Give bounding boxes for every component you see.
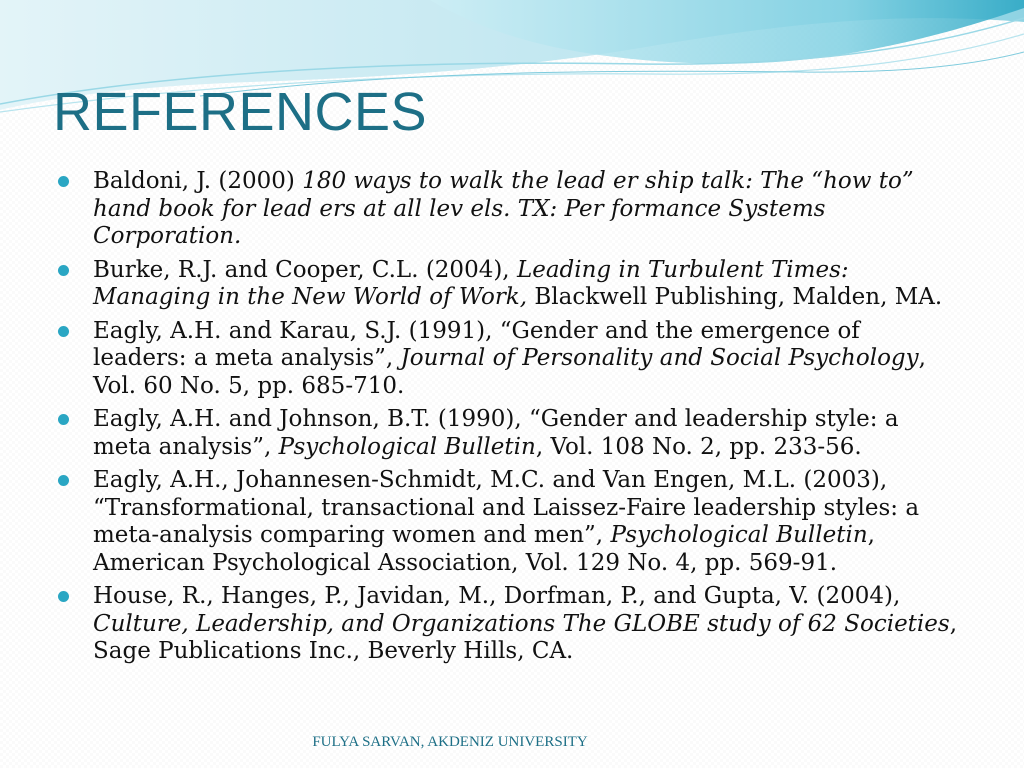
reference-title: Leading in Turbulent Times: Managing in the New World of Work, — [93, 256, 849, 310]
reference-title: Psychological Bulletin — [610, 522, 868, 548]
reference-text: Eagly, A.H., Johannesen-Schmidt, M.C. and Van Engen, M.L. (2003), “Transformational, transactional and Laissez-Faire leadership styles: a meta-analysis comparing women and men”, — [93, 467, 920, 548]
reference-item — [58, 406, 958, 461]
bullet-icon — [58, 475, 69, 486]
reference-text: Eagly, A.H. and Karau, S.J. (1991), “Gender and the emergence of leaders: a meta analysis”, — [93, 317, 860, 371]
reference-title: Culture, Leadership, and Organizations The GLOBE study of 62 Societies — [93, 610, 950, 637]
reference-item — [58, 318, 958, 401]
reference-item — [58, 467, 958, 577]
reference-item — [58, 257, 958, 312]
reference-text: House, R., Hanges, P., Javidan, M., Dorfman, P., and Gupta, V. (2004), — [93, 583, 901, 609]
reference-text: , American Psychological Association, Vol. 129 No. 4, pp. 569-91. — [93, 522, 875, 576]
reference-text: Blackwell Publishing, Malden, MA. — [527, 284, 943, 310]
reference-text: , Vol. 60 No. 5, pp. 685-710. — [93, 345, 926, 399]
reference-text: Baldoni, J. (2000) — [93, 168, 303, 194]
footer — [0, 734, 1024, 751]
bullet-icon — [58, 265, 69, 276]
reference-item — [58, 168, 958, 251]
reference-text: , Vol. 108 No. 2, pp. 233-56. — [535, 433, 862, 460]
reference-text: Burke, R.J. and Cooper, C.L. (2004), — [93, 256, 517, 283]
page-title: REFERENCES — [53, 82, 428, 142]
bullet-icon — [58, 414, 69, 425]
reference-list — [58, 168, 958, 666]
reference-text: , Sage Publications Inc., Beverly Hills, CA. — [93, 610, 958, 664]
bullet-icon — [58, 326, 69, 337]
reference-item — [58, 583, 958, 666]
reference-title: Psychological Bulletin — [278, 433, 536, 460]
reference-text: Eagly, A.H. and Johnson, B.T. (1990), “Gender and leadership style: a meta analysis”, — [93, 406, 899, 460]
bullet-icon — [58, 591, 69, 602]
reference-title: Journal of Personality and Social Psychology — [400, 345, 919, 371]
bullet-icon — [58, 176, 69, 187]
footer-text: FULYA SARVAN, AKDENIZ UNIVERSITY — [312, 734, 588, 750]
reference-title: 180 ways to walk the lead er ship talk: The “how to” hand book for lead ers at all lev els. TX: Per formance Systems Corporation. — [93, 168, 914, 249]
